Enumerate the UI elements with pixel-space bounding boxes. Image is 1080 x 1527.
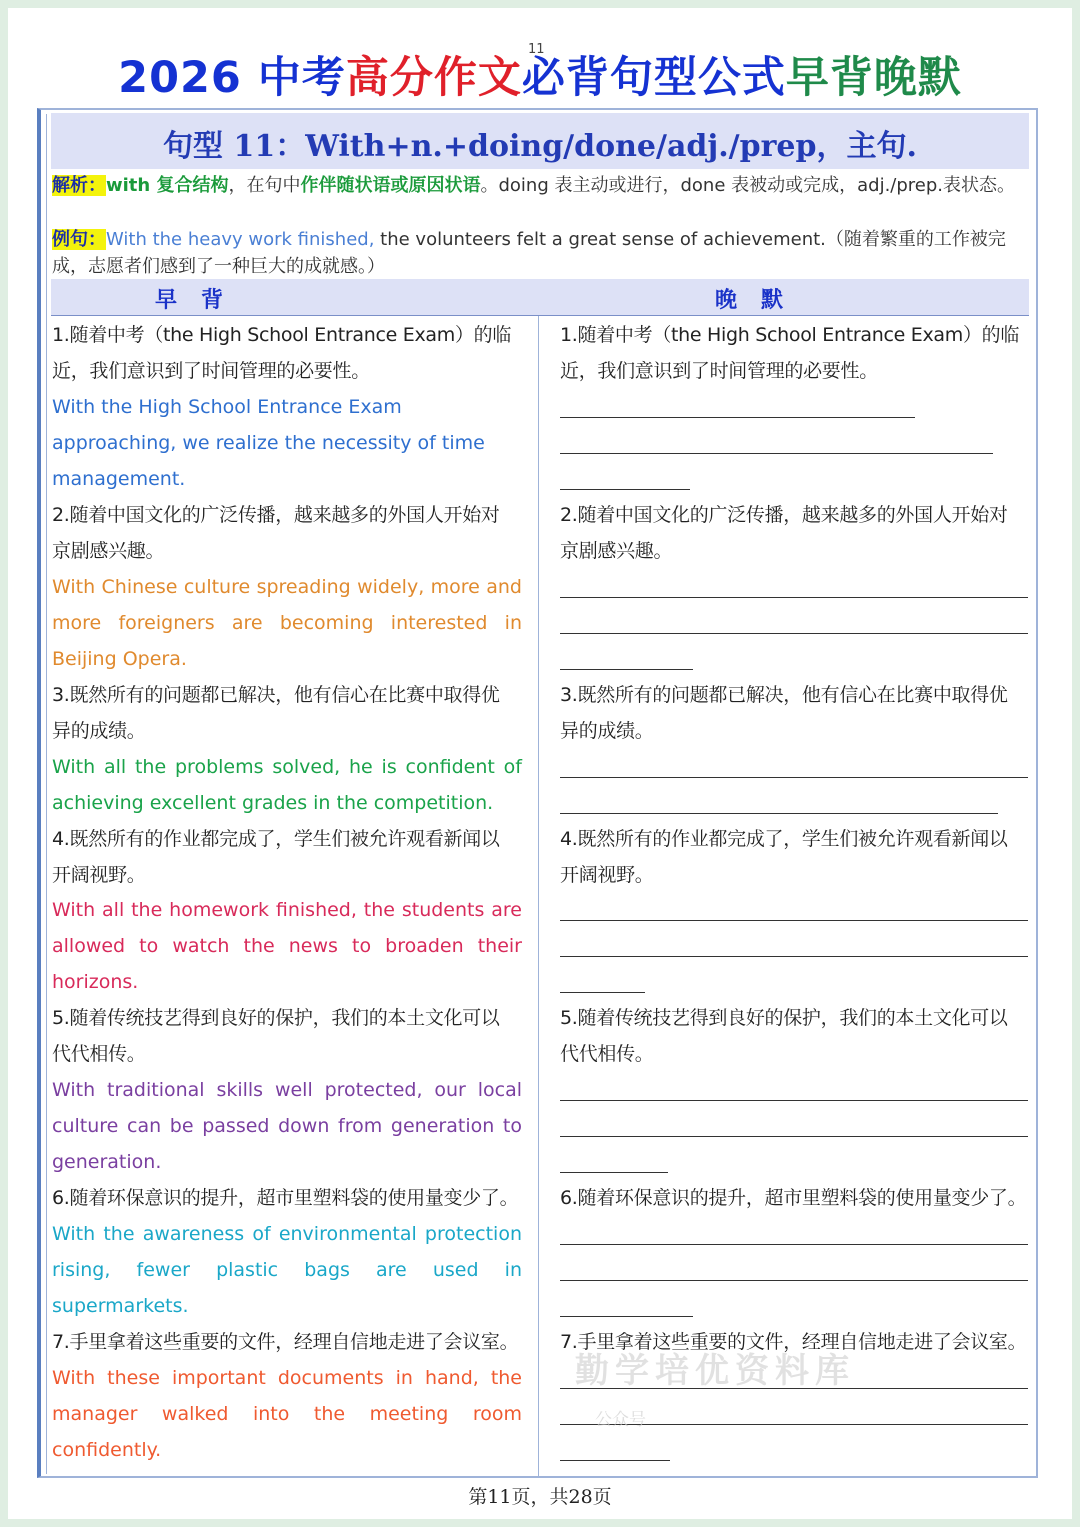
- item-2-en-line-1: With Chinese culture spreading widely, more and: [52, 576, 522, 598]
- item-5-en-line-1: With traditional skills well protected, our local: [52, 1079, 522, 1101]
- blank-line[interactable]: [560, 956, 1028, 957]
- blank-line[interactable]: [560, 489, 690, 490]
- blank-line[interactable]: [560, 1244, 1028, 1245]
- analysis-label: 解析：: [52, 175, 106, 196]
- item-3-cn-right-line-1: 3.既然所有的问题都已解决，他有信心在比赛中取得优: [560, 684, 1008, 706]
- column-divider: [538, 316, 539, 1476]
- analysis-text-2: 。doing 表主动或进行，done 表被动或完成，adj./prep.表状态。: [480, 175, 1016, 196]
- blank-line[interactable]: [560, 1460, 670, 1461]
- title-part-essay: 高分作文: [345, 53, 522, 103]
- item-5-en-line-3: generation.: [52, 1151, 162, 1173]
- item-4-cn-line-2: 开阔视野。: [52, 864, 146, 886]
- example-highlight: With the heavy work finished,: [106, 229, 375, 250]
- item-7-cn-right-line-1: 7.手里拿着这些重要的文件，经理自信地走进了会议室。: [560, 1331, 1027, 1353]
- item-4-en-line-3: horizons.: [52, 971, 139, 993]
- blank-line[interactable]: [560, 453, 993, 454]
- blank-line[interactable]: [560, 633, 1028, 634]
- item-7-en-line-3: confidently.: [52, 1439, 162, 1461]
- item-6-en: [52, 1216, 522, 1324]
- blank-line[interactable]: [560, 1100, 1028, 1101]
- title-part-patterns: 必背句型公式: [521, 53, 786, 103]
- item-5-cn-line-2: 代代相传。: [52, 1043, 146, 1065]
- item-1-en-line-3: management.: [52, 468, 186, 490]
- item-6-en-line-2: rising, fewer plastic bags are used in: [52, 1259, 522, 1281]
- item-1-en: [52, 389, 522, 497]
- watermark-subtext: 公众号: [595, 1410, 646, 1430]
- item-2-cn-line-1: 2.随着中国文化的广泛传播，越来越多的外国人开始对: [52, 504, 500, 526]
- example-text: the volunteers felt a great sense of achievement.（随着繁重的工作被完成，志愿者们感到了一种巨大的成就感。）: [52, 229, 1006, 277]
- item-4-en-line-2: allowed to watch the news to broaden their: [52, 935, 522, 957]
- item-1-en-line-1: With the High School Entrance Exam: [52, 396, 402, 418]
- item-2-en: [52, 569, 522, 677]
- item-7-cn-line-1: 7.手里拿着这些重要的文件，经理自信地走进了会议室。: [52, 1331, 519, 1353]
- page-marker: 11: [528, 42, 545, 57]
- example-label: 例句：: [52, 229, 106, 250]
- item-2-cn-line-2: 京剧感兴趣。: [52, 540, 165, 562]
- item-2-cn-right-line-2: 京剧感兴趣。: [560, 540, 673, 562]
- watermark-text: 勤学培优资料库: [575, 1351, 855, 1391]
- item-1-cn-line-1: 1.随着中考（the High School Entrance Exam）的临: [52, 324, 512, 346]
- blank-line[interactable]: [560, 992, 645, 993]
- blank-line[interactable]: [560, 920, 1028, 921]
- analysis-text-1: ，在句中: [228, 175, 301, 196]
- frame-inner-line: [46, 114, 47, 1474]
- item-4-en: [52, 892, 522, 1000]
- item-3-cn-right-line-2: 异的成绩。: [560, 720, 654, 742]
- item-7-en: [52, 1360, 522, 1468]
- item-1-cn-right-line-2: 近，我们意识到了时间管理的必要性。: [560, 360, 878, 382]
- blank-line[interactable]: [560, 1136, 1028, 1137]
- item-2-en-line-3: Beijing Opera.: [52, 648, 187, 670]
- analysis-structure: with 复合结构: [106, 175, 229, 196]
- item-1-cn-right-line-1: 1.随着中考（the High School Entrance Exam）的临: [560, 324, 1020, 346]
- title-part-year: 2026 中考: [118, 53, 346, 103]
- analysis-function: 作伴随状语或原因状语: [300, 175, 481, 196]
- item-4-cn-right-line-2: 开阔视野。: [560, 864, 654, 886]
- blank-line[interactable]: [560, 417, 915, 418]
- blank-line[interactable]: [560, 597, 1028, 598]
- title-part-method: 早背晚默: [785, 53, 962, 103]
- blank-line[interactable]: [560, 1172, 668, 1173]
- item-4-cn-right-line-1: 4.既然所有的作业都完成了，学生们被允许观看新闻以: [560, 828, 1008, 850]
- blank-line[interactable]: [560, 777, 1028, 778]
- item-5-en-line-2: culture can be passed down from generation to: [52, 1115, 522, 1137]
- item-4-cn-line-1: 4.既然所有的作业都完成了，学生们被允许观看新闻以: [52, 828, 500, 850]
- item-6-en-line-1: With the awareness of environmental protection: [52, 1223, 522, 1245]
- item-5-en: [52, 1072, 522, 1180]
- item-3-en-line-2: achieving excellent grades in the competition.: [52, 792, 494, 814]
- item-1-cn-line-2: 近，我们意识到了时间管理的必要性。: [52, 360, 370, 382]
- blank-line[interactable]: [560, 1280, 1028, 1281]
- item-2-en-line-2: more foreigners are becoming interested in: [52, 612, 522, 634]
- page-footer: 第11页，共28页: [468, 1486, 612, 1508]
- item-7-en-line-1: With these important documents in hand, the: [52, 1367, 522, 1389]
- item-3-cn-line-2: 异的成绩。: [52, 720, 146, 742]
- item-7-en-line-2: manager walked into the meeting room: [52, 1403, 522, 1425]
- item-6-cn-line-1: 6.随着环保意识的提升，超市里塑料袋的使用量变少了。: [52, 1187, 519, 1209]
- item-6-cn-right-line-1: 6.随着环保意识的提升，超市里塑料袋的使用量变少了。: [560, 1187, 1027, 1209]
- blank-line[interactable]: [560, 1316, 693, 1317]
- blank-line[interactable]: [560, 813, 998, 814]
- blank-line[interactable]: [560, 669, 693, 670]
- item-5-cn-line-1: 5.随着传统技艺得到良好的保护，我们的本土文化可以: [52, 1007, 500, 1029]
- item-3-cn-line-1: 3.既然所有的问题都已解决，他有信心在比赛中取得优: [52, 684, 500, 706]
- item-4-en-line-1: With all the homework finished, the students are: [52, 899, 522, 921]
- pattern-title: 句型 11：With+n.+doing/done/adj./prep，主句.: [163, 129, 917, 164]
- analysis-paragraph: [52, 172, 1032, 199]
- item-5-cn-right-line-2: 代代相传。: [560, 1043, 654, 1065]
- column-morning: 早背: [155, 287, 248, 313]
- page-title: [0, 44, 1080, 105]
- column-evening: 晚默: [715, 287, 808, 313]
- example-paragraph: [52, 226, 1032, 280]
- item-5-cn-right-line-1: 5.随着传统技艺得到良好的保护，我们的本土文化可以: [560, 1007, 1008, 1029]
- item-3-en-line-1: With all the problems solved, he is confident of: [52, 756, 522, 778]
- item-1-en-line-2: approaching, we realize the necessity of time: [52, 432, 485, 454]
- item-2-cn-right-line-1: 2.随着中国文化的广泛传播，越来越多的外国人开始对: [560, 504, 1008, 526]
- item-3-en: [52, 749, 522, 821]
- item-6-en-line-3: supermarkets.: [52, 1295, 189, 1317]
